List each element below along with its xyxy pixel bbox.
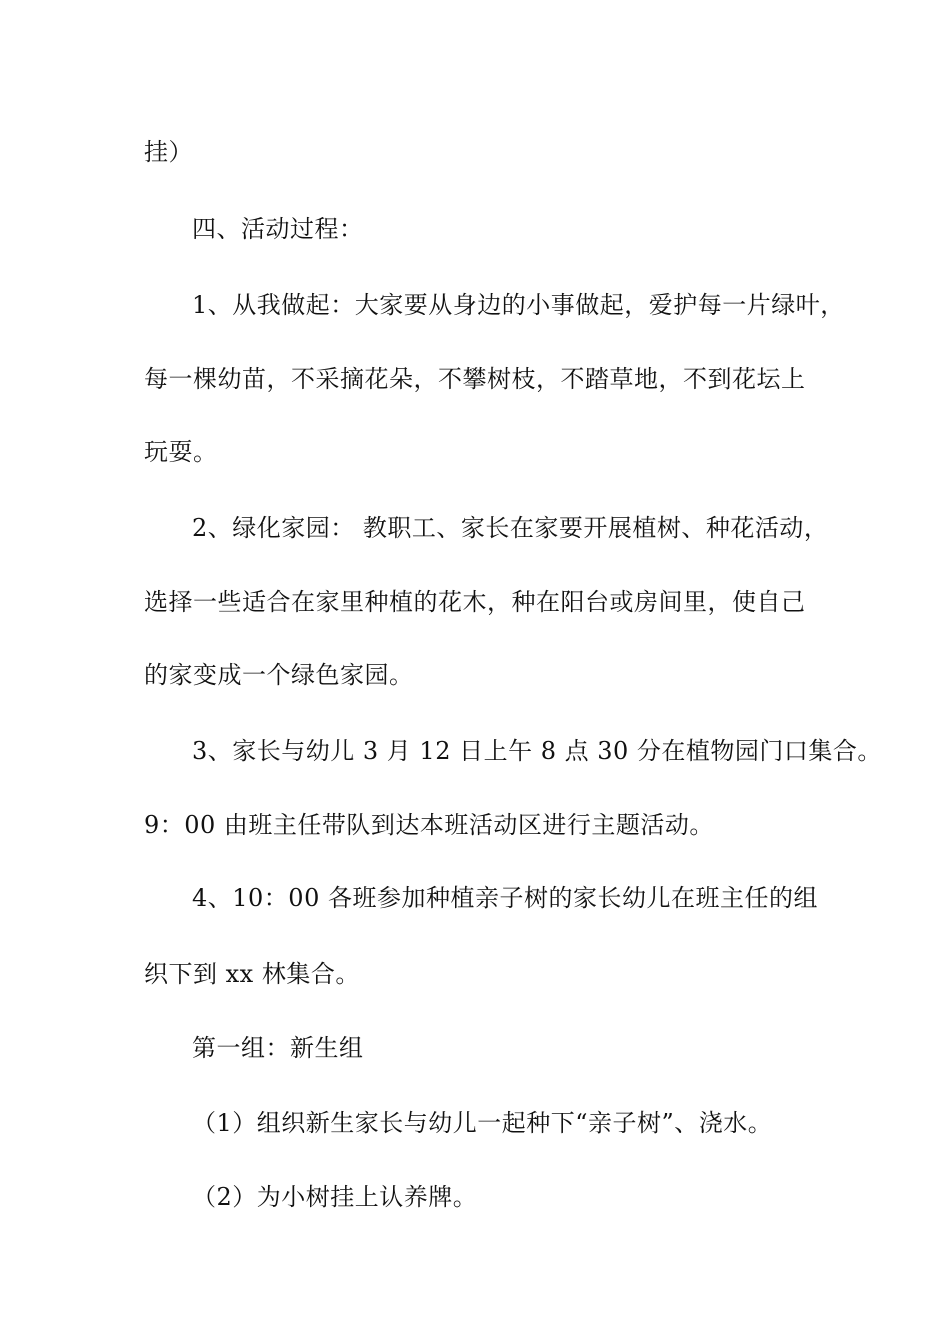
item-2-line-2: 选择一些适合在家里种植的花木，种在阳台或房间里，使自己 [144, 588, 806, 616]
group-1-step-2: （2）为小树挂上认养牌。 [192, 1183, 478, 1211]
group-1-heading: 第一组：新生组 [192, 1034, 364, 1062]
item-1-line-3: 玩耍。 [144, 438, 218, 466]
item-3-line-1: 3、家长与幼儿 3 月 12 日上午 8 点 30 分在植物园门口集合。 [192, 737, 882, 765]
item-3-line-2: 9：00 由班主任带队到达本班活动区进行主题活动。 [144, 811, 714, 839]
item-2-line-1: 2、绿化家园： 教职工、家长在家要开展植树、种花活动， [192, 514, 829, 542]
section-heading-activity-process: 四、活动过程： [192, 215, 364, 243]
text-line-continuation: 挂） [144, 138, 193, 166]
item-2-line-3: 的家变成一个绿色家园。 [144, 661, 414, 689]
item-4-line-2: 织下到 xx 林集合。 [144, 960, 360, 988]
item-1-line-2: 每一棵幼苗，不采摘花朵，不攀树枝，不踏草地，不到花坛上 [144, 365, 806, 393]
group-1-step-1: （1）组织新生家长与幼儿一起种下“亲子树”、浇水。 [192, 1109, 773, 1137]
item-1-line-1: 1、从我做起：大家要从身边的小事做起，爱护每一片绿叶， [192, 291, 845, 319]
item-4-line-1: 4、10：00 各班参加种植亲子树的家长幼儿在班主任的组 [192, 884, 818, 912]
